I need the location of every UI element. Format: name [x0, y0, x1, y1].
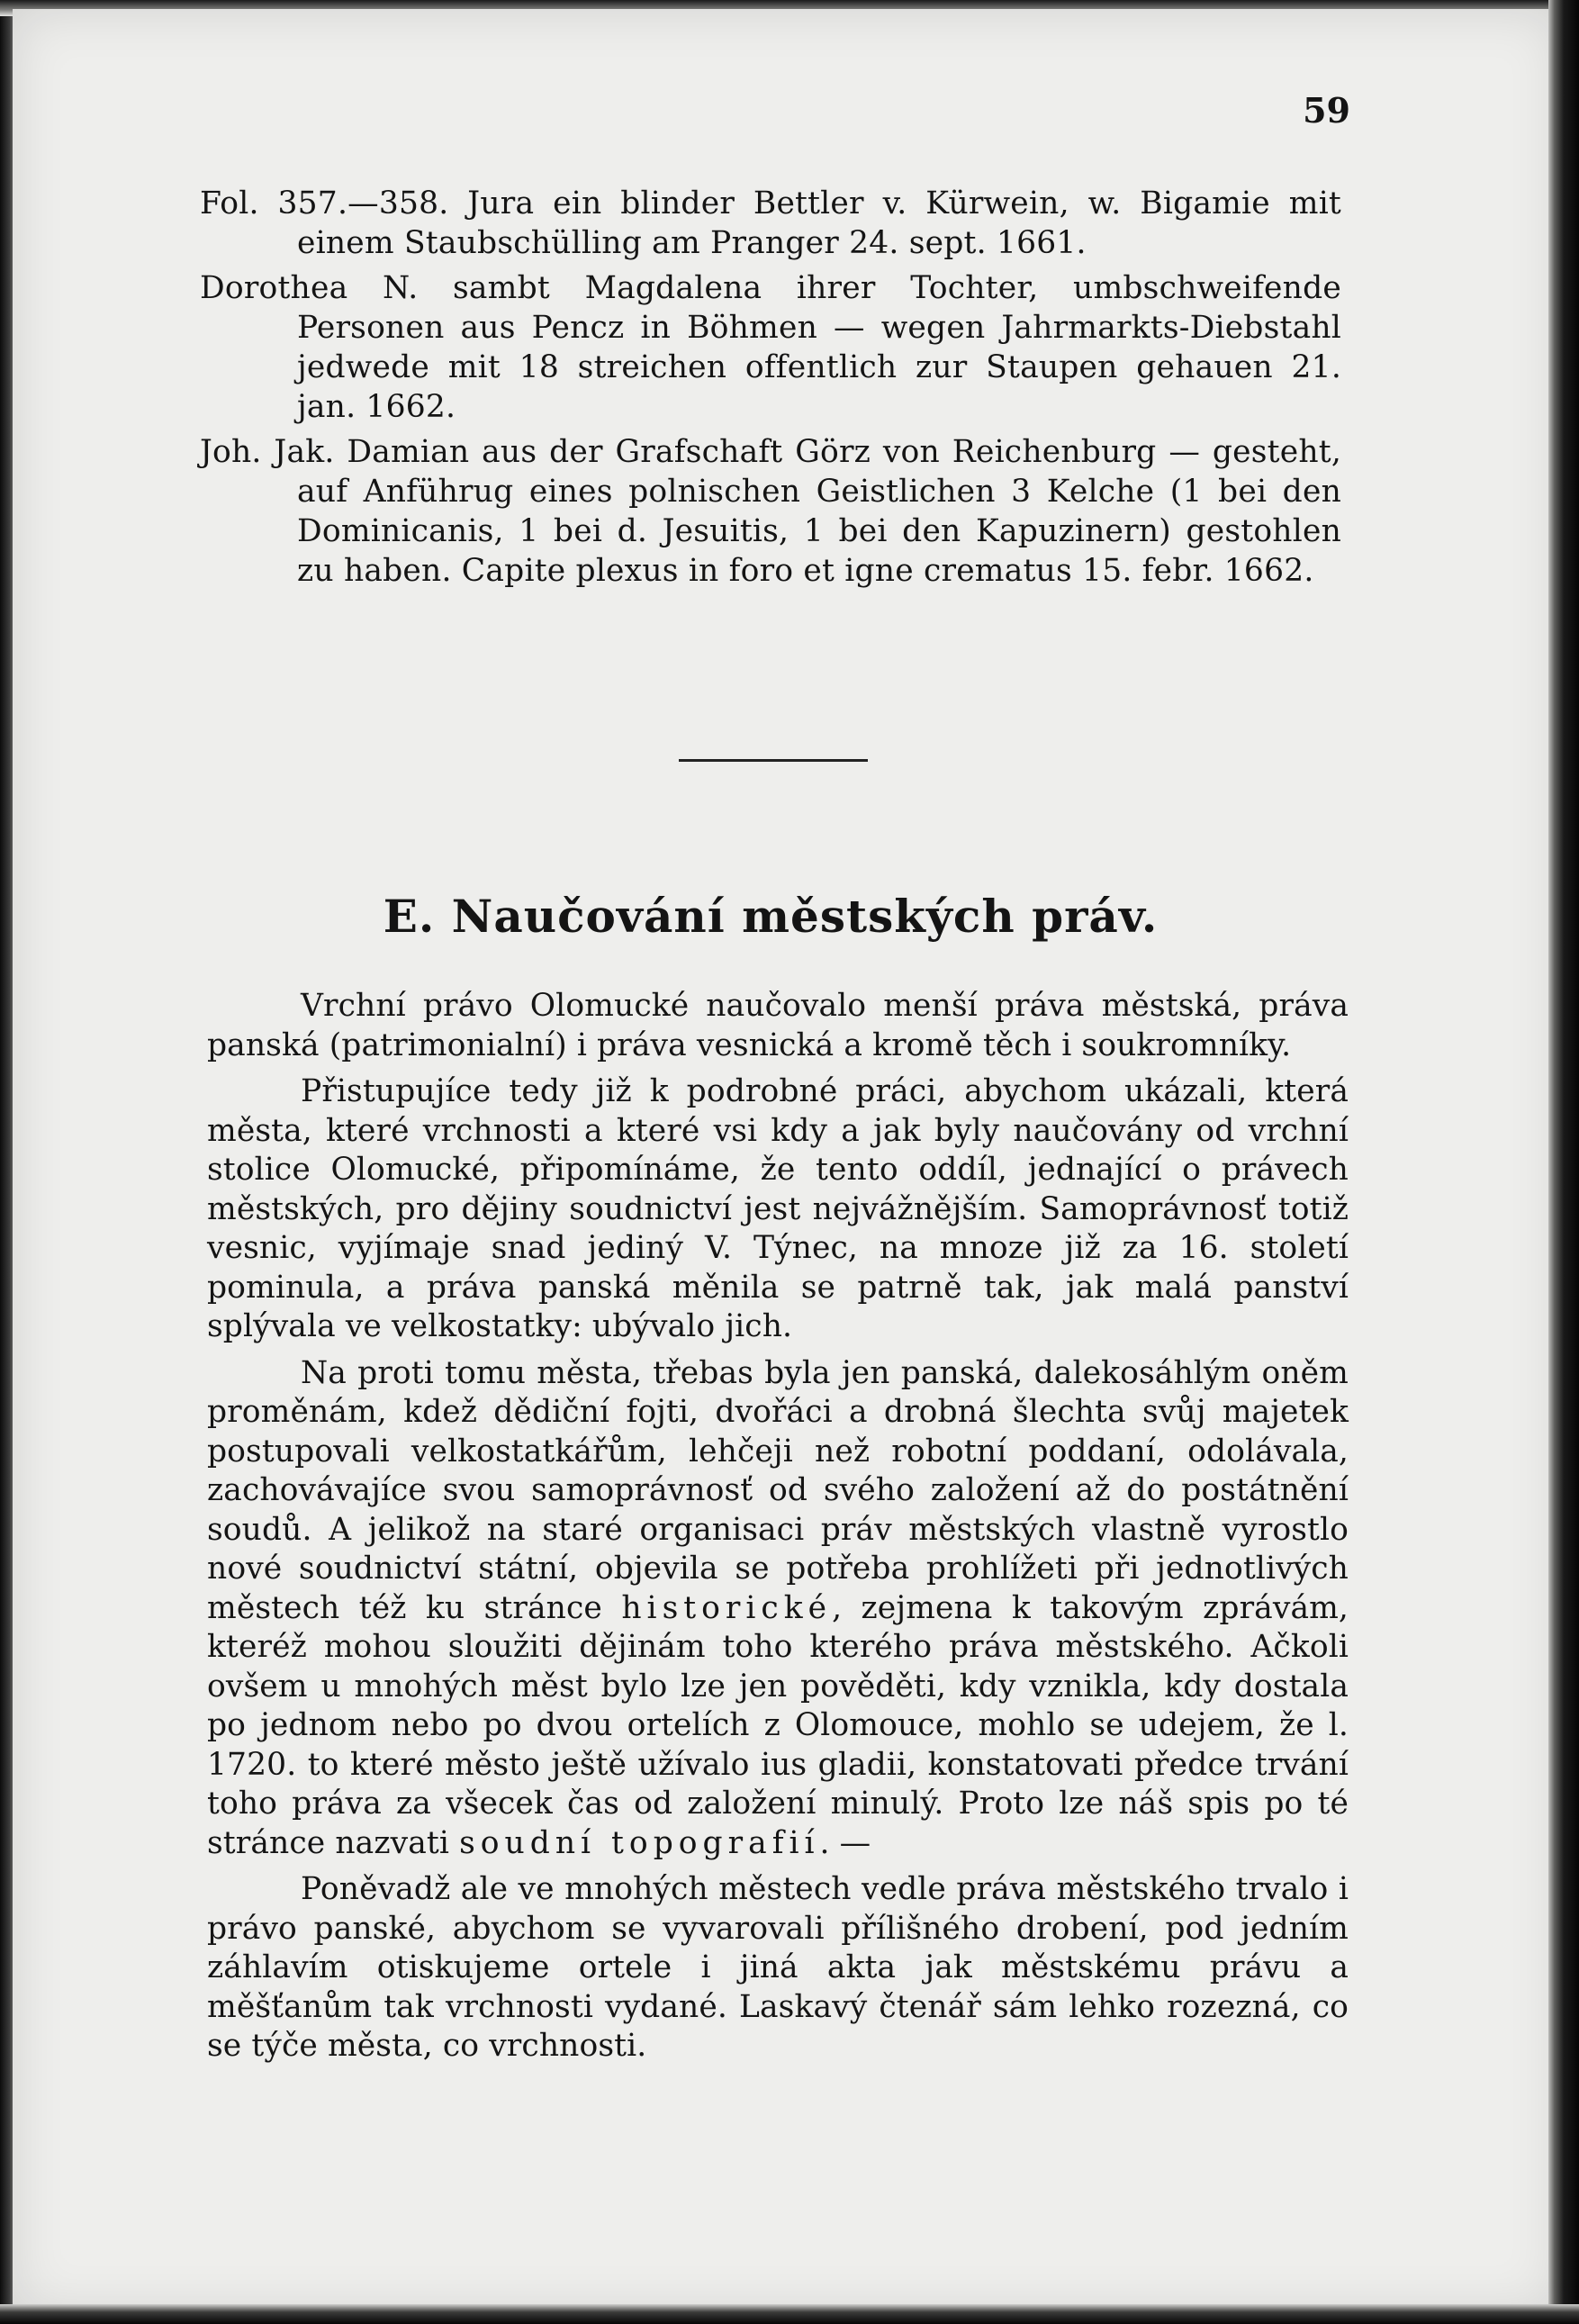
paragraph-cities-part1: Na proti tomu města, třebas byla jen panská, dalekosáhlým oněm proměnám, kdež dědiční fojti, dvořáci a drobná šlechta svůj majetek postupovali velkostatkářům, lehčeji než robotní poddaní, odolávala, zachovávajíce svou samoprávnosť od svého založení až do postátnění soudů. A jelikož na staré organisaci práv městských vlastně vyrostlo nové soudnictví státní, objevila se potřeba prohlížeti při jednotlivých městech též ku stránce	[207, 1354, 1349, 1626]
scan-edge-right	[1548, 0, 1579, 2324]
section-divider	[679, 759, 868, 762]
emphasis-historicke: historické	[621, 1589, 833, 1626]
paragraph-cities-part3: . —	[819, 1824, 871, 1861]
paragraph-approach: Přistupujíce tedy již k podrobné práci, abychom ukázali, která města, které vrchnosti a které vsi kdy a jak byly naučovány od vrchní stolice Olomucké, připomínáme, že tento oddíl, jednající o právech městských, pro dějiny soudnictví jest nejvážnějším. Samoprávnosť totiž vesnic, vyjímaje snad jediný V. Týnec, na mnoze již za 16. století pominula, a práva panská měnila se patrně tak, jak malá panství splývala ve velkostatky: ubývalo jich.	[207, 1073, 1349, 1344]
page-number: 59	[1303, 90, 1350, 131]
paragraph-cities	[207, 1354, 1349, 1864]
paragraph-cities-part2: , zejmena k takovým zprávám, kteréž mohou sloužiti dějinám toho kterého práva městského. Ačkoli ovšem u mnohých měst bylo lze jen pověděti, kdy vznikla, kdy dostala po jednom nebo po dvou ortelích z Olomouce, mohlo se udejem, že l. 1720. to které město ještě užívalo ius gladii, konstatovati předce trvání toho práva za všecek čas od založení minulý. Proto lze náš spis po té stránce nazvati	[207, 1589, 1349, 1861]
paragraph-intro: Vrchní právo Olomucké naučovalo menší práva městská, práva panská (patrimonialní) i práva vesnická a kromě těch i soukromníky.	[207, 988, 1349, 1063]
record-entries	[200, 184, 1341, 596]
entry-joh-jak-damian: Joh. Jak. Damian aus der Grafschaft Görz von Reichenburg — gesteht, auf Anführug eines polnischen Geistlichen 3 Kelche (1 bei den Dominicanis, 1 bei d. Jesuitis, 1 bei den Kapuzinern) gestohlen zu haben. Capite plexus in foro et igne crematus 15. febr. 1662.	[200, 434, 1341, 589]
scan-edge-bottom	[0, 2304, 1579, 2324]
entry-dorothea: Dorothea N. sambt Magdalena ihrer Tochter, umbschweifende Personen aus Pencz in Böhmen — wegen Jahrmarkts-Diebstahl jedwede mit 18 streichen offentlich zur Staupen gehauen 21. jan. 1662.	[200, 270, 1341, 425]
emphasis-soudni-topografii: soudní topografií	[459, 1824, 820, 1861]
paragraph-closing: Poněvadž ale ve mnohých městech vedle práva městského trvalo i právo panské, abychom se vyvarovali přílišného drobení, pod jedním záhlavím otiskujeme ortele i jiná akta jak městskému právu a měšťanům tak vrchnosti vydané. Laskavý čtenář sám lehko rozezná, co se týče města, co vrchnosti.	[207, 1871, 1349, 2064]
section-heading: E. Naučování městských práv.	[383, 890, 1159, 943]
section-body	[207, 987, 1349, 2074]
entry-fol-357: Fol. 357.—358. Jura ein blinder Bettler v. Kürwein, w. Bigamie mit einem Staubschülling am Pranger 24. sept. 1661.	[200, 185, 1341, 261]
